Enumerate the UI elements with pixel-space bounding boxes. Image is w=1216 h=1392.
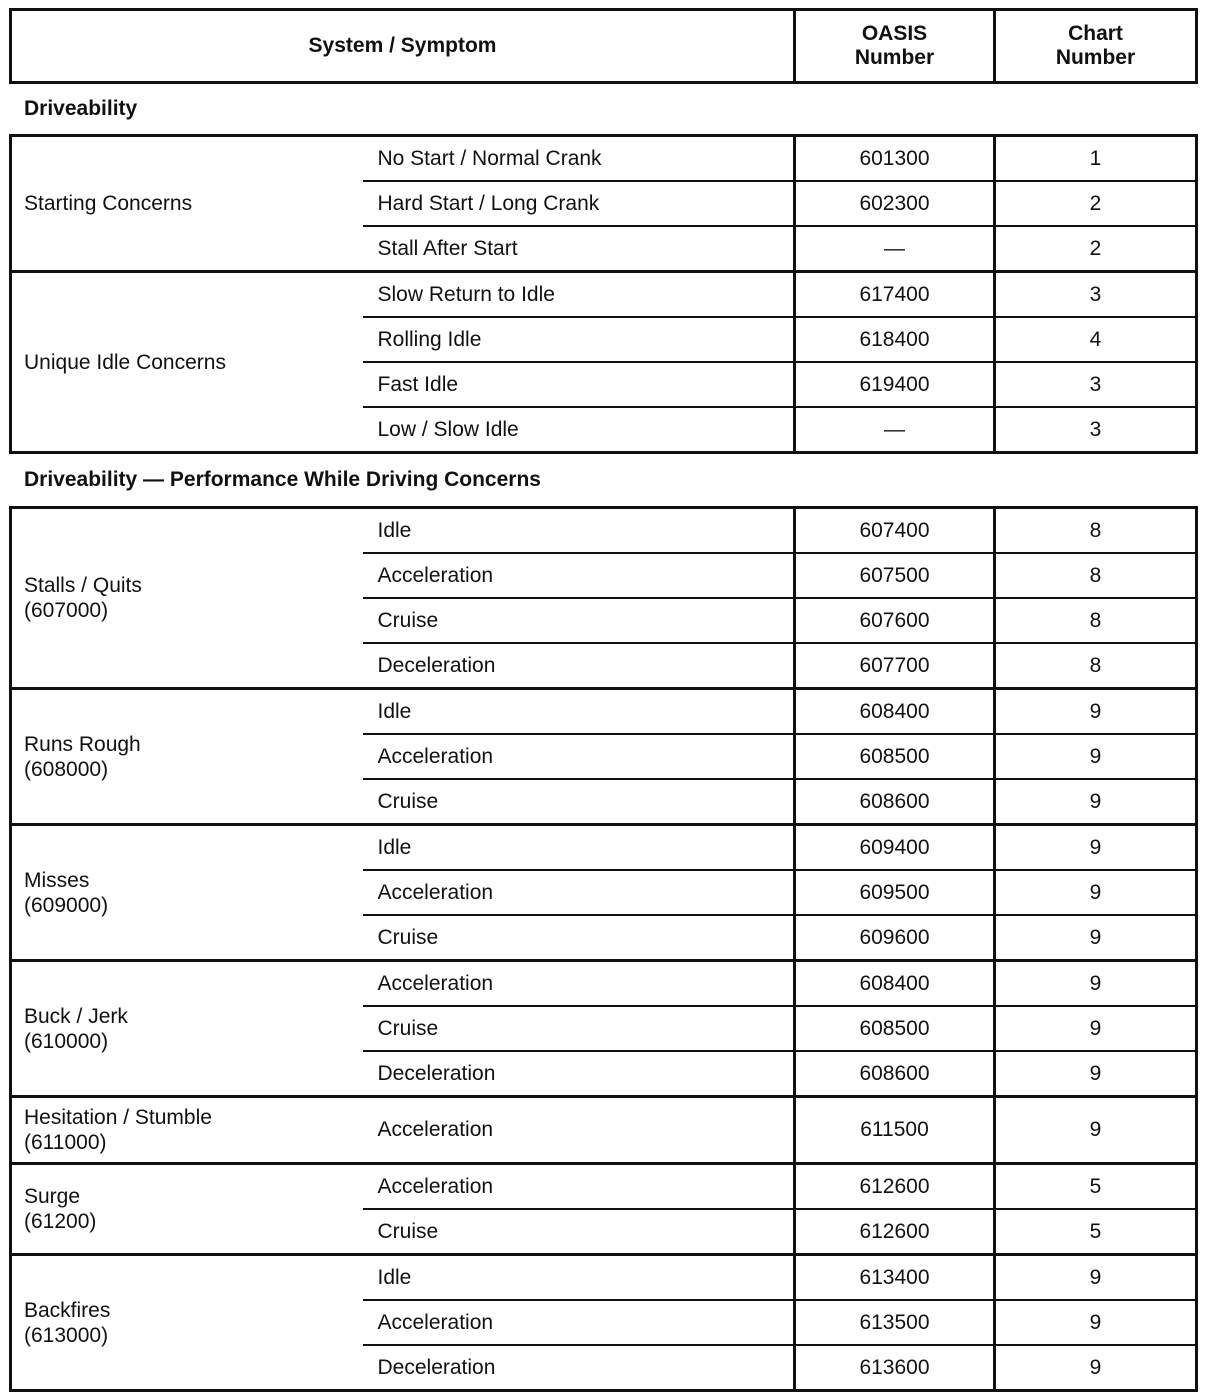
symptom-cell: Idle (363, 689, 795, 735)
chart-number-cell: 8 (995, 643, 1197, 689)
system-code: (607000) (24, 599, 109, 622)
header-oasis-number (795, 10, 995, 83)
oasis-number-cell: 607600 (795, 598, 995, 643)
system-code: (613000) (24, 1323, 109, 1347)
oasis-number-cell: 609400 (795, 825, 995, 871)
symptom-cell: Idle (377, 518, 412, 542)
system-name: Unique Idle Concerns (24, 350, 226, 374)
table-row (11, 1097, 1197, 1164)
chart-number-cell: 9 (995, 1051, 1197, 1097)
chart-number-cell: 9 (995, 1006, 1197, 1051)
system-name: Misses (24, 868, 90, 892)
symptom-cell: Deceleration (363, 1345, 795, 1391)
chart-number-cell: 1 (995, 136, 1197, 182)
system-cell (11, 1255, 363, 1391)
chart-number-cell: 9 (995, 825, 1197, 871)
table-row (11, 1255, 1197, 1301)
oasis-number-cell: 608400 (795, 689, 995, 735)
oasis-number-cell: 619400 (795, 362, 995, 407)
symptom-cell: Acceleration (363, 734, 795, 779)
system-code: (61200) (24, 1210, 97, 1233)
table-row (11, 1164, 1197, 1210)
oasis-number-cell: — (795, 226, 995, 272)
chart-number-cell: 9 (995, 870, 1197, 915)
system-cell (11, 136, 363, 272)
oasis-number-cell: — (795, 407, 995, 453)
symptom-cell: Acceleration (363, 1300, 795, 1345)
diagnostic-index-page (9, 8, 1197, 1392)
table-header (9, 8, 1198, 84)
oasis-number-cell: 609600 (795, 915, 995, 961)
chart-number-cell: 4 (995, 317, 1197, 362)
symptom-cell: Acceleration (363, 961, 795, 1007)
symptom-cell: Slow Return to Idle (363, 272, 795, 318)
header-chart-line1: Chart (1068, 22, 1123, 45)
chart-number-cell: 2 (995, 226, 1197, 272)
system-cell (11, 1164, 363, 1255)
system-code: (608000) (24, 757, 109, 781)
system-name: Hesitation / Stumble (24, 1106, 212, 1129)
oasis-number-cell: 602300 (795, 181, 995, 226)
symptom-cell: Hard Start / Long Crank (363, 181, 795, 226)
system-cell (11, 689, 363, 825)
symptom-cell: Low / Slow Idle (363, 407, 795, 453)
oasis-number-cell: 608500 (795, 1006, 995, 1051)
table-row (11, 825, 1197, 871)
symptom-cell: Deceleration (363, 643, 795, 689)
symptom-cell: Acceleration (363, 553, 795, 598)
table-row (11, 136, 1197, 182)
chart-number-cell: 9 (995, 779, 1197, 825)
oasis-number-cell: 607500 (795, 553, 995, 598)
symptom-cell: Acceleration (363, 1164, 795, 1210)
oasis-number-cell: 611500 (795, 1097, 995, 1164)
system-cell (11, 272, 363, 453)
chart-number-cell: 5 (995, 1209, 1197, 1255)
system-cell (11, 1097, 363, 1164)
system-name: Stalls / Quits (24, 574, 142, 597)
chart-number-cell: 2 (995, 181, 1197, 226)
symptom-cell: Cruise (363, 915, 795, 961)
oasis-number-cell: 607700 (795, 643, 995, 689)
oasis-number-cell: 613600 (795, 1345, 995, 1391)
chart-number-cell: 9 (995, 961, 1197, 1007)
section-title-performance: Driveability — Performance While Driving Concerns (24, 468, 541, 491)
oasis-number-cell: 618400 (795, 317, 995, 362)
symptom-cell: Stall After Start (363, 226, 795, 272)
header-oasis-line1: OASIS (861, 22, 928, 45)
performance-concerns-table (9, 506, 1198, 1392)
symptom-cell: Cruise (363, 779, 795, 825)
system-code: (611000) (24, 1131, 107, 1154)
system-code: (609000) (24, 893, 109, 917)
section-title-driveability: Driveability (24, 97, 138, 120)
oasis-number-cell: 613500 (795, 1300, 995, 1345)
oasis-number-cell: 608400 (795, 961, 995, 1007)
symptom-cell: No Start / Normal Crank (377, 146, 602, 170)
table-row (11, 689, 1197, 735)
driveability-table (9, 134, 1198, 454)
symptom-cell: Cruise (363, 1006, 795, 1051)
chart-number-cell: 3 (995, 272, 1197, 318)
chart-number-cell: 8 (995, 598, 1197, 643)
chart-number-cell: 9 (995, 915, 1197, 961)
chart-number-cell: 9 (995, 689, 1197, 735)
header-system-symptom: System / Symptom (308, 34, 497, 57)
header-oasis-line2: Number (854, 46, 935, 69)
symptom-cell: Acceleration (363, 1097, 795, 1164)
oasis-number-cell: 613400 (795, 1255, 995, 1301)
oasis-number-cell: 601300 (795, 136, 995, 182)
symptom-cell: Idle (363, 1255, 795, 1301)
symptom-cell: Deceleration (363, 1051, 795, 1097)
oasis-number-cell: 608500 (795, 734, 995, 779)
symptom-cell: Acceleration (363, 870, 795, 915)
symptom-cell: Idle (363, 825, 795, 871)
oasis-number-cell: 609500 (795, 870, 995, 915)
system-cell (11, 508, 363, 689)
system-name: Buck / Jerk (24, 1004, 128, 1028)
oasis-number-cell: 607400 (795, 508, 995, 554)
table-row (11, 272, 1197, 318)
chart-number-cell: 9 (995, 1300, 1197, 1345)
system-name: Runs Rough (24, 732, 141, 756)
oasis-number-cell: 617400 (795, 272, 995, 318)
oasis-number-cell: 608600 (795, 779, 995, 825)
system-name: Surge (24, 1185, 81, 1208)
oasis-number-cell: 612600 (795, 1209, 995, 1255)
system-name: Starting Concerns (24, 192, 193, 215)
table-row (11, 961, 1197, 1007)
chart-number-cell: 9 (995, 1255, 1197, 1301)
system-cell (11, 961, 363, 1097)
symptom-cell: Rolling Idle (363, 317, 795, 362)
chart-number-cell: 5 (995, 1164, 1197, 1210)
oasis-number-cell: 608600 (795, 1051, 995, 1097)
system-code: (610000) (24, 1029, 109, 1053)
symptom-cell: Cruise (363, 598, 795, 643)
symptom-cell: Fast Idle (363, 362, 795, 407)
chart-number-cell: 3 (995, 407, 1197, 453)
chart-number-cell: 9 (995, 1097, 1197, 1164)
chart-number-cell: 9 (995, 1345, 1197, 1391)
symptom-cell: Cruise (363, 1209, 795, 1255)
header-chart-line2: Number (1055, 46, 1136, 69)
system-cell (11, 825, 363, 961)
chart-number-cell: 9 (995, 734, 1197, 779)
chart-number-cell: 3 (995, 362, 1197, 407)
chart-number-cell: 8 (995, 553, 1197, 598)
oasis-number-cell: 612600 (795, 1164, 995, 1210)
table-row (11, 508, 1197, 554)
chart-number-cell: 8 (995, 508, 1197, 554)
system-name: Backfires (24, 1298, 111, 1322)
header-chart-number (995, 10, 1197, 83)
